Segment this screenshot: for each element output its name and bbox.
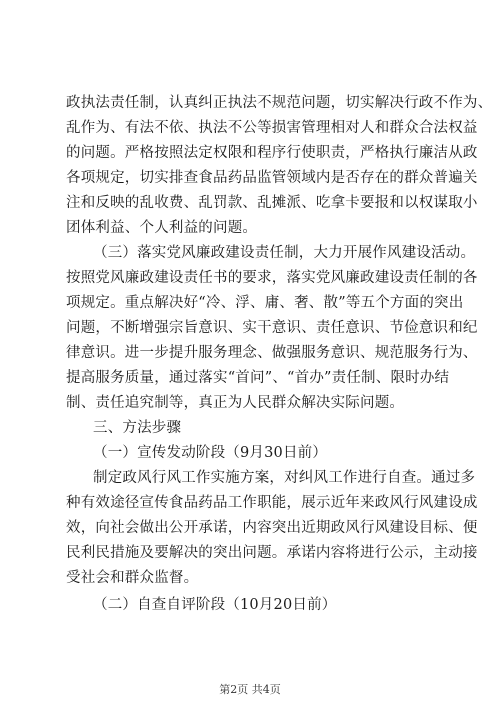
text-line: 问题，不断增强宗旨意识、实干意识、责任意识、节俭意识和纪 bbox=[66, 320, 478, 336]
text-line: 注和反映的乱收费、乱罚款、乱摊派、吃拿卡要报和以权谋取小 bbox=[66, 195, 478, 211]
text-line: 效，向社会做出公开承诺，内容突出近期政风行风建设目标、便 bbox=[66, 520, 478, 536]
text-line: 制、责任追究制等，真正为人民群众解决实际问题。 bbox=[66, 395, 405, 411]
section-heading: （三）落实党风廉政建设责任制，大力开展作风建设活动。 bbox=[93, 245, 476, 261]
text-line: 政执法责任制，认真纠正执法不规范问题，切实解决行政不作为、 bbox=[66, 95, 493, 111]
text-line: 受社会和群众监督。 bbox=[66, 570, 199, 586]
page-number: 第2页 共4页 bbox=[219, 683, 281, 696]
subsection-heading: （一）宣传发动阶段（9月30日前） bbox=[93, 445, 328, 461]
text-line: 乱作为、有法不依、执法不公等损害管理相对人和群众合法权益 bbox=[66, 120, 478, 136]
subsection-heading: （二）自查自评阶段（10月20日前） bbox=[93, 597, 337, 613]
text-line: 制定政风行风工作实施方案，对纠风工作进行自查。通过多 bbox=[93, 470, 476, 486]
text-line: 种有效途径宣传食品药品工作职能，展示近年来政风行风建设成 bbox=[66, 495, 478, 511]
text-line: 团体利益、个人利益的问题。 bbox=[66, 220, 258, 236]
text-line: 项规定。重点解决好“冷、浮、庸、奢、散”等五个方面的突出 bbox=[66, 295, 464, 311]
text-line: 提高服务质量，通过落实“首问”、“首办”责任制、限时办结 bbox=[66, 370, 450, 386]
text-line: 按照党风廉政建设责任书的要求，落实党风廉政建设责任制的各 bbox=[66, 270, 478, 286]
text-line: 各项规定，切实排查食品药品监管领域内是否存在的群众普遍关 bbox=[66, 170, 478, 186]
text-line: 律意识。进一步提升服务理念、做强服务意识、规范服务行为、 bbox=[66, 345, 478, 361]
section-heading: 三、方法步骤 bbox=[93, 420, 182, 436]
text-line: 民利民措施及要解决的突出问题。承诺内容将进行公示，主动接 bbox=[66, 545, 478, 561]
text-line: 的问题。严格按照法定权限和程序行使职责，严格执行廉洁从政 bbox=[66, 145, 478, 161]
